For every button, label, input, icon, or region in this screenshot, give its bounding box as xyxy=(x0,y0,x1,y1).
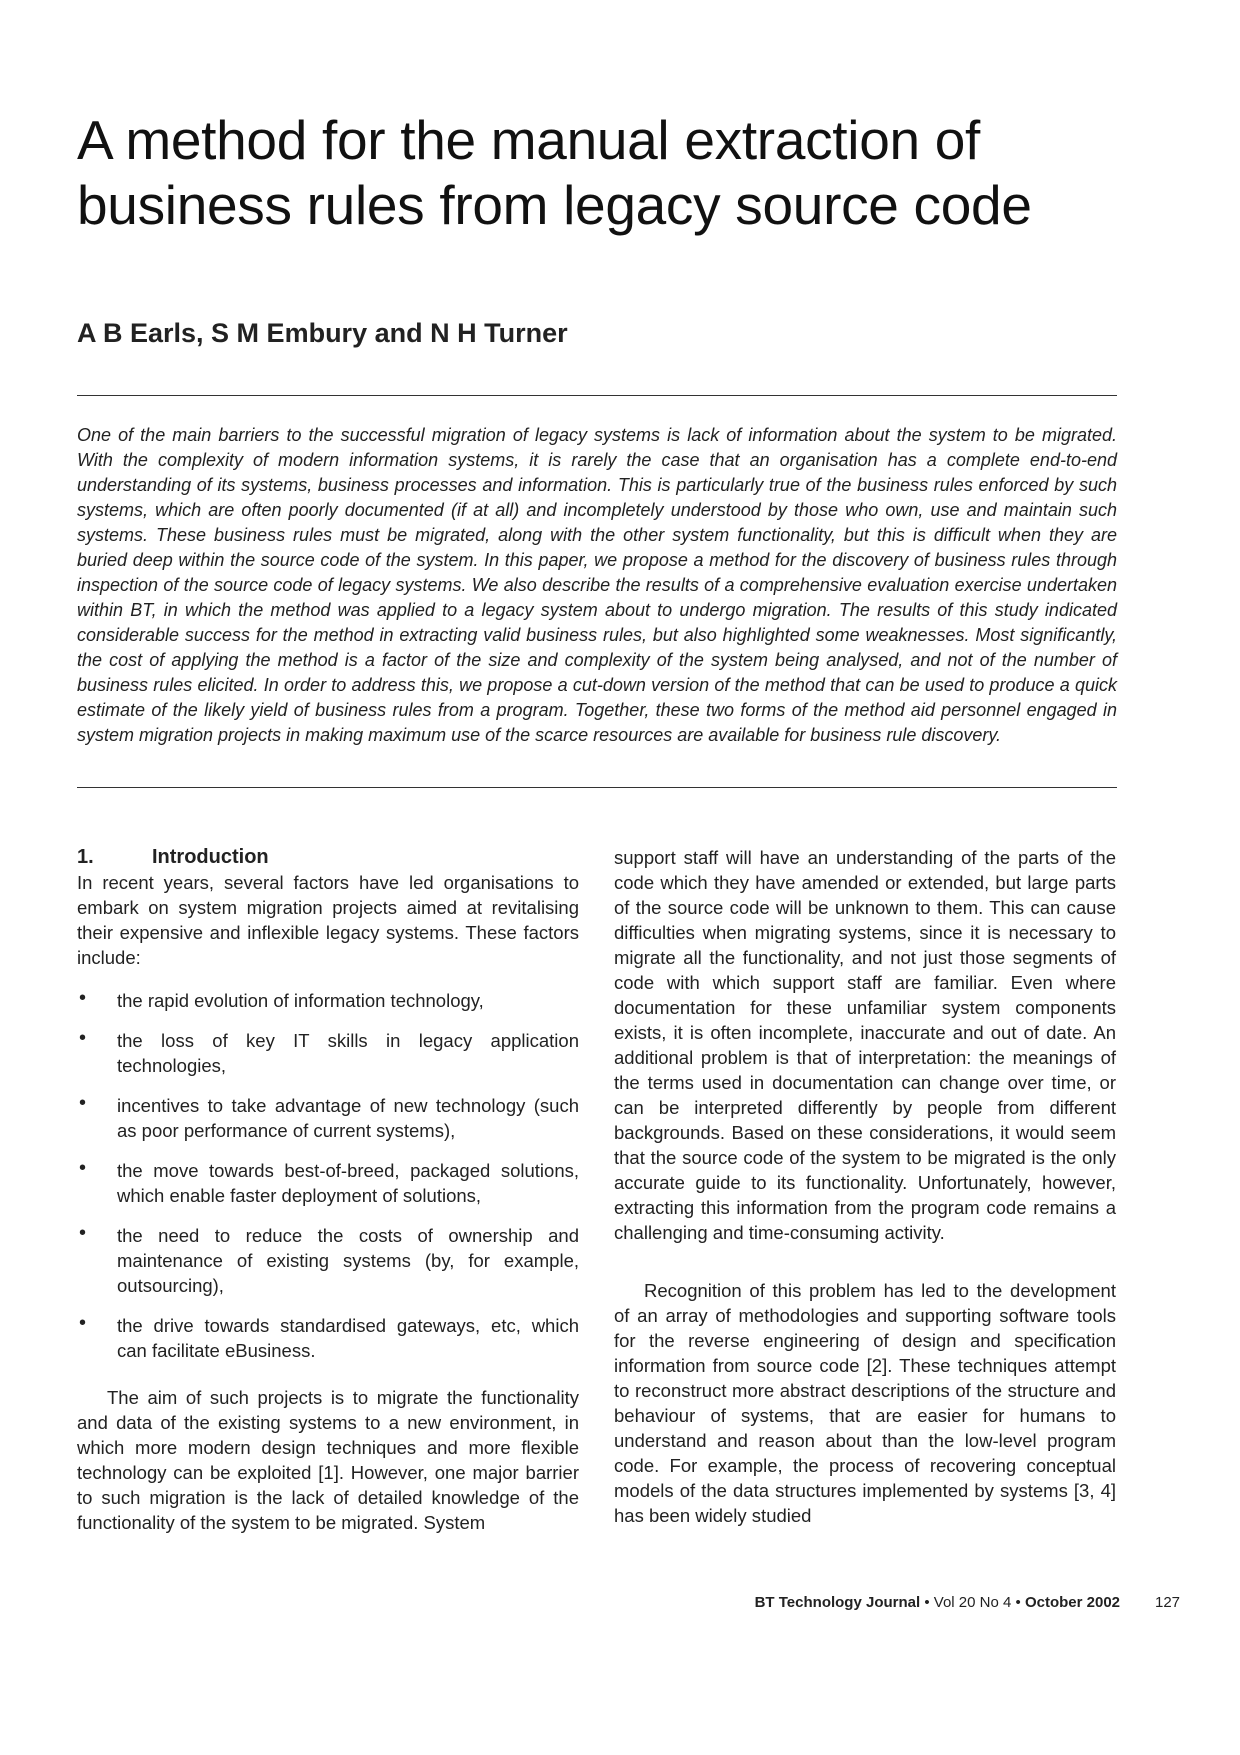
abstract xyxy=(77,423,1117,748)
abstract-line: buried deep within the source code of the system. In this paper, we propose a method for the discovery of business rules through xyxy=(77,550,1117,570)
section-number: 1. xyxy=(77,846,94,868)
footer-separator: • xyxy=(924,1594,930,1611)
abstract-line: understanding of its systems, business processes and information. This is particularly true of the business rules enforced by such xyxy=(77,475,1117,495)
title-line-2: business rules from legacy source code xyxy=(77,174,1032,236)
left-column xyxy=(77,845,579,1535)
aim-paragraph: The aim of such projects is to migrate the functionality and data of the existing systems to a new environment, in which more modern design techniques and more flexible technology can be exploited [1]. However, one major barrier to such migration is the lack of detailed knowledge of the functionality of the system to be migrated. System xyxy=(77,1387,579,1533)
factor-list xyxy=(77,988,579,1363)
body-paragraph: support staff will have an understanding of the parts of the code which they have amended or extended, but large parts of the source code will be unknown to them. This can cause difficulties when migrating systems, since it is necessary to migrate all the functionality, and not just those segments of code with which support staff are familiar. Even where documentation for these unfamiliar system components exists, it is often incomplete, inaccurate and out of date. An additional problem is that of interpretation: the meanings of the terms used in documentation can change over time, or can be interpreted differently by people from different backgrounds. Based on these considerations, it would seem that the source code of the system to be migrated is the only accurate guide to its functionality. Unfortunately, however, extracting this information from the program code remains a challenging and time-consuming activity. xyxy=(614,847,1116,1243)
abstract-line: inspection of the source code of legacy systems. We also describe the results of a comprehensive evaluation exercise undertaken xyxy=(77,575,1117,595)
list-item xyxy=(77,1313,579,1363)
abstract-line: systems. These business rules must be migrated, along with the other system functionality, but this is difficult when they are xyxy=(77,525,1117,545)
abstract-line: system migration projects in making maximum use of the scarce resources are available for business rule discovery. xyxy=(77,725,1002,745)
abstract-line: systems, which are often poorly documented (if at all) and incompletely understood by those who own, use and maintain such xyxy=(77,500,1117,520)
abstract-line: the cost of applying the method is a factor of the size and complexity of the system being analysed, and not of the number of xyxy=(77,650,1117,670)
journal-date: October 2002 xyxy=(1024,1594,1120,1611)
abstract-top-rule xyxy=(77,395,1117,396)
author-list: A B Earls, S M Embury and N H Turner xyxy=(77,318,568,348)
abstract-bottom-rule xyxy=(77,787,1117,788)
section-title: Introduction xyxy=(152,846,269,868)
body-paragraph: Recognition of this problem has led to the development of an array of methodologies and supporting software tools for the reverse engineering of design and specification information from source code [2]. These techniques attempt to reconstruct more abstract descriptions of the structure and behaviour of systems, that are easier for humans to understand and reason about than the low-level program code. For example, the process of recovering conceptual models of the data structures implemented by systems [3, 4] has been widely studied xyxy=(614,1280,1116,1526)
list-item-text: • the move towards best-of-breed, packaged solutions, which enable faster deployment of solutions, xyxy=(117,1160,579,1206)
list-item xyxy=(77,988,579,1013)
list-item-text: • the rapid evolution of information technology, xyxy=(117,990,484,1011)
list-item xyxy=(77,1158,579,1208)
abstract-line: considerable success for the method in extracting valid business rules, but also highlighted some weaknesses. Most significantly, xyxy=(77,625,1117,645)
list-item-text: • incentives to take advantage of new technology (such as poor performance of current systems), xyxy=(117,1095,579,1141)
paper-title xyxy=(77,108,1127,238)
list-item xyxy=(77,1223,579,1298)
abstract-line: business rules elicited. In order to address this, we propose a cut-down version of the method that can be used to produce a quick xyxy=(77,675,1117,695)
title-line-1: A method for the manual extraction of xyxy=(77,109,981,171)
intro-paragraph: In recent years, several factors have led organisations to embark on system migration projects aimed at revitalising their expensive and inflexible legacy systems. These factors include: xyxy=(77,872,579,968)
list-item-text: • the loss of key IT skills in legacy application technologies, xyxy=(117,1030,579,1076)
abstract-line: With the complexity of modern information systems, it is rarely the case that an organisation has a complete end-to-end xyxy=(77,450,1117,470)
list-item-text: • the need to reduce the costs of ownership and maintenance of existing systems (by, for example, outsourcing), xyxy=(117,1225,579,1296)
abstract-line: within BT, in which the method was applied to a legacy system about to undergo migration. The results of this study indicated xyxy=(77,600,1117,620)
abstract-line: estimate of the likely yield of business rules from a program. Together, these two forms of the method aid personnel engaged in xyxy=(77,700,1117,720)
page-number: 127 xyxy=(1155,1594,1181,1611)
journal-name: BT Technology Journal xyxy=(754,1594,921,1611)
list-item xyxy=(77,1093,579,1143)
section-heading xyxy=(77,845,579,870)
footer-separator: • xyxy=(1015,1594,1021,1611)
journal-volume: Vol 20 No 4 xyxy=(933,1594,1012,1611)
list-item-text: • the drive towards standardised gateways, etc, which can facilitate eBusiness. xyxy=(117,1315,579,1361)
abstract-line: One of the main barriers to the successful migration of legacy systems is lack of information about the system to be migrated. xyxy=(77,425,1117,445)
running-footer xyxy=(660,1594,1120,1611)
list-item xyxy=(77,1028,579,1078)
right-column xyxy=(614,845,1116,1528)
